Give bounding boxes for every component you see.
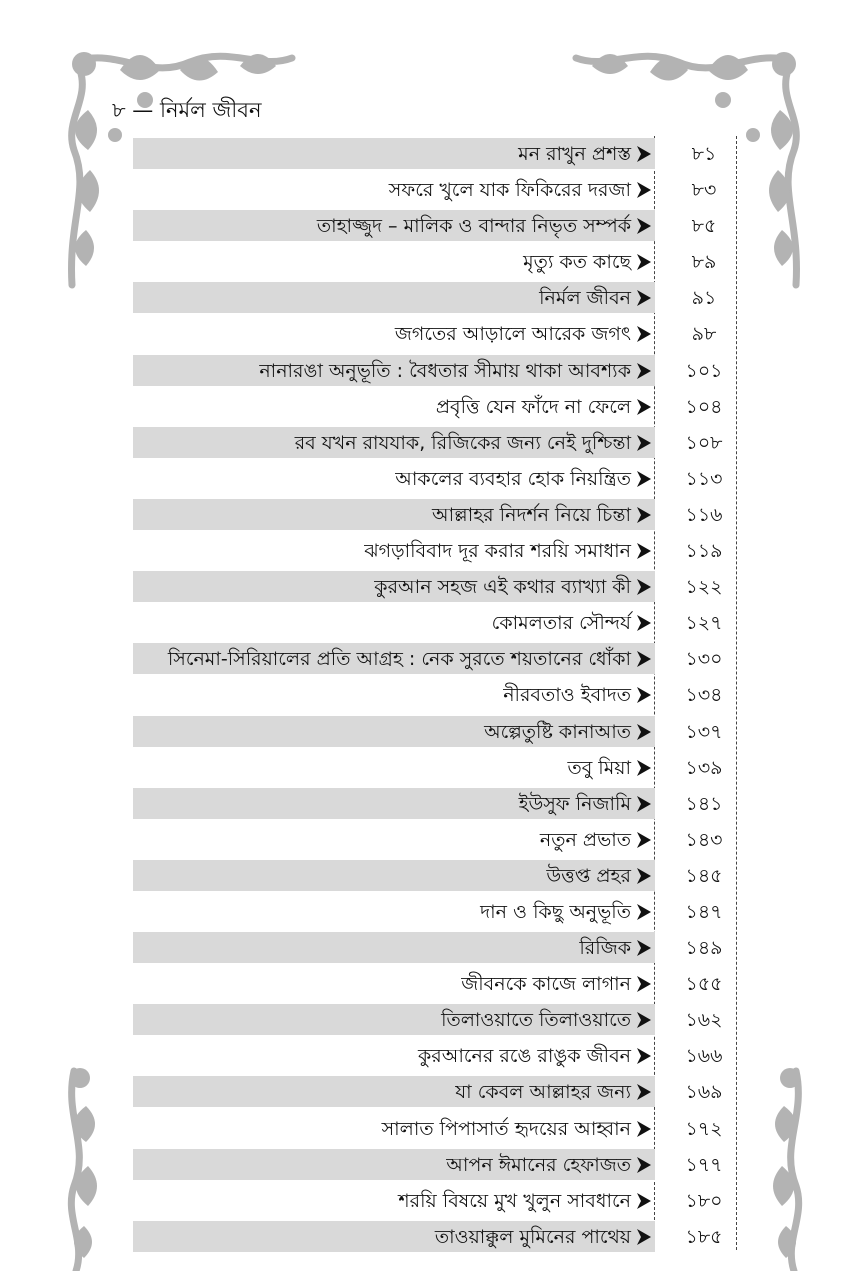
arrowhead-icon	[636, 867, 652, 885]
arrowhead-icon	[636, 1228, 652, 1246]
toc-entry	[133, 786, 753, 822]
toc-entry-title: জগতের আড়ালে আরেক জগৎ	[394, 323, 631, 346]
toc-entry-title: জীবনকে কাজে লাগান	[461, 973, 631, 996]
toc-entry-page: ৮১	[691, 143, 717, 165]
toc-entry-title: কুরআন সহজ এই কথার ব্যাখ্যা কী	[374, 576, 631, 599]
arrowhead-icon	[636, 181, 652, 199]
toc-entry-page: ৮৫	[691, 215, 717, 238]
arrowhead-icon	[636, 975, 652, 993]
toc-entry-title: নতুন প্রভাত	[539, 828, 631, 851]
toc-entry	[133, 930, 753, 966]
toc-entry-title: প্রবৃত্তি যেন ফাঁদে না ফেলে	[435, 395, 631, 418]
toc-entry-page: ১৭৭	[685, 1153, 723, 1176]
toc-entry	[133, 894, 753, 930]
toc-entry-page: ১৮৫	[685, 1225, 723, 1248]
toc-entry-page: ১৪৭	[685, 900, 723, 923]
toc-entry-title: ইউসুফ নিজামি	[518, 792, 631, 815]
toc-entry-title: উত্তপ্ত প্রহর	[546, 864, 631, 887]
toc-entry-title: নানারঙা অনুভূতি : বৈধতার সীমায় থাকা আবশ্যক	[259, 359, 631, 382]
arrowhead-icon	[636, 217, 652, 235]
arrowhead-icon	[636, 434, 652, 452]
toc-entry-page: ১৬৬	[685, 1045, 723, 1068]
arrowhead-icon	[636, 1120, 652, 1138]
toc-entry-title: অল্পেতুষ্টি কানাআত	[484, 720, 631, 743]
toc-entry	[133, 1111, 753, 1147]
toc-entry	[133, 1219, 753, 1255]
toc-entry	[133, 533, 753, 569]
arrowhead-icon	[636, 1083, 652, 1101]
arrowhead-icon	[636, 1011, 652, 1029]
toc-entry-title: শরয়ি বিষয়ে মুখ খুলুন সাবধানে	[398, 1189, 631, 1212]
toc-entry-title: সিনেমা-সিরিয়ালের প্রতি আগ্রহ : নেক সুরতে শয়তানের ধোঁকা	[167, 648, 631, 671]
toc-entry-title: মন রাখুন প্রশস্ত	[518, 143, 631, 165]
toc-entry-title: তাওয়াক্কুল মুমিনের পাথেয়	[434, 1225, 631, 1248]
toc-entry-title: কোমলতার সৌন্দর্য	[491, 612, 631, 635]
toc-entry-page: ৮৯	[691, 251, 717, 274]
table-of-contents	[133, 136, 753, 1255]
arrowhead-icon	[636, 723, 652, 741]
toc-entry	[133, 244, 753, 280]
arrowhead-icon	[636, 253, 652, 271]
arrowhead-icon	[636, 650, 652, 668]
toc-entry	[133, 353, 753, 389]
toc-entry	[133, 677, 753, 713]
toc-entry-title: রব যখন রাযযাক, রিজিকের জন্য নেই দুশ্চিন্তা	[294, 431, 631, 454]
toc-entry-title: সালাত পিপাসার্ত হৃদয়ের আহ্বান	[381, 1117, 631, 1140]
arrowhead-icon	[636, 759, 652, 777]
toc-entry-title: তবু মিয়া	[567, 756, 631, 779]
arrowhead-icon	[636, 831, 652, 849]
toc-entry-title: আল্লাহর নিদর্শন নিয়ে চিন্তা	[432, 503, 631, 526]
toc-entry	[133, 497, 753, 533]
toc-entry-title: দান ও কিছু অনুভূতি	[480, 900, 631, 923]
row-shade	[133, 932, 655, 963]
arrowhead-icon	[636, 398, 652, 416]
toc-entry	[133, 714, 753, 750]
arrowhead-icon	[636, 939, 652, 957]
ornament-bottom-left	[60, 1066, 110, 1271]
toc-entry-title: তাহাজ্জুদ – মালিক ও বান্দার নিভৃত সম্পর্ক	[316, 215, 631, 238]
toc-entry-page: ১০১	[685, 359, 723, 382]
arrowhead-icon	[636, 1047, 652, 1065]
toc-entry-page: ১৩৭	[685, 720, 723, 743]
arrowhead-icon	[636, 903, 652, 921]
toc-entry-page: ১৪১	[685, 792, 723, 815]
arrowhead-icon	[636, 686, 652, 704]
toc-entry-title: নীরবতাও ইবাদত	[503, 684, 631, 707]
running-head: ৮ — নির্মল জীবন	[112, 98, 262, 122]
toc-entry	[133, 605, 753, 641]
toc-entry-page: ৯৮	[691, 323, 717, 346]
toc-entry	[133, 425, 753, 461]
toc-entry	[133, 1147, 753, 1183]
toc-entry-page: ১৩৯	[685, 756, 723, 779]
toc-entry-title: আপন ঈমানের হেফাজত	[446, 1153, 631, 1176]
arrowhead-icon	[636, 145, 652, 163]
toc-entry	[133, 1002, 753, 1038]
toc-entry-page: ১১৬	[685, 503, 723, 526]
toc-entry-page: ১১৯	[685, 540, 723, 563]
toc-entry	[133, 389, 753, 425]
arrowhead-icon	[636, 289, 652, 307]
toc-entry-title: আকলের ব্যবহার হোক নিয়ন্ত্রিত	[395, 467, 631, 490]
toc-entry-title: রিজিক	[579, 937, 631, 960]
toc-entry-page: ১৪৫	[685, 864, 723, 887]
arrowhead-icon	[636, 1192, 652, 1210]
toc-entry-page: ১৫৫	[685, 973, 723, 996]
toc-entry-page: ১৩৪	[685, 684, 723, 707]
toc-entry-page: ১৪৯	[685, 937, 723, 960]
toc-entry-page: ৯১	[691, 287, 717, 310]
toc-entry-page: ১৪৩	[685, 828, 723, 851]
arrowhead-icon	[636, 506, 652, 524]
toc-entry	[133, 1074, 753, 1110]
toc-entry-page: ১৮০	[685, 1189, 723, 1212]
toc-entry	[133, 461, 753, 497]
toc-entry	[133, 858, 753, 894]
toc-entry	[133, 208, 753, 244]
toc-entry	[133, 280, 753, 316]
toc-entry	[133, 1038, 753, 1074]
arrowhead-icon	[636, 325, 652, 343]
toc-entry	[133, 136, 753, 172]
toc-entry-page: ১৩০	[685, 648, 723, 671]
arrowhead-icon	[636, 795, 652, 813]
arrowhead-icon	[636, 1156, 652, 1174]
toc-entry-page: ৮৩	[691, 179, 717, 202]
toc-entry-page: ১৬২	[685, 1009, 723, 1032]
toc-entry-title: সফরে খুলে যাক ফিকিরের দরজা	[388, 179, 631, 202]
arrowhead-icon	[636, 578, 652, 596]
toc-entry	[133, 172, 753, 208]
toc-entry-title: নির্মল জীবন	[539, 287, 631, 310]
toc-entry	[133, 316, 753, 352]
arrowhead-icon	[636, 542, 652, 560]
toc-entry-title: কুরআনের রঙে রাঙুক জীবন	[417, 1045, 631, 1068]
arrowhead-icon	[636, 362, 652, 380]
toc-entry	[133, 1183, 753, 1219]
arrowhead-icon	[636, 614, 652, 632]
toc-entry	[133, 569, 753, 605]
toc-entry	[133, 822, 753, 858]
toc-entry-page: ১০৪	[685, 395, 723, 418]
toc-entry-page: ১৭২	[685, 1117, 723, 1140]
toc-entry-page: ১২২	[685, 576, 723, 599]
toc-entry-title: যা কেবল আল্লাহর জন্য	[455, 1081, 631, 1104]
toc-entry-title: ঝগড়াবিবাদ দূর করার শরয়ি সমাধান	[364, 540, 631, 563]
toc-entry-page: ১০৮	[685, 431, 723, 454]
toc-entry-page: ১৬৯	[685, 1081, 723, 1104]
toc-entry-page: ১১৩	[685, 467, 723, 490]
toc-entry	[133, 750, 753, 786]
arrowhead-icon	[636, 470, 652, 488]
toc-entry-title: মৃত্যু কত কাছে	[523, 251, 631, 274]
ornament-bottom-right	[760, 1066, 810, 1271]
toc-entry-page: ১২৭	[685, 612, 723, 635]
toc-entry-title: তিলাওয়াতে তিলাওয়াতে	[441, 1009, 631, 1032]
toc-entry	[133, 641, 753, 677]
toc-entry	[133, 966, 753, 1002]
